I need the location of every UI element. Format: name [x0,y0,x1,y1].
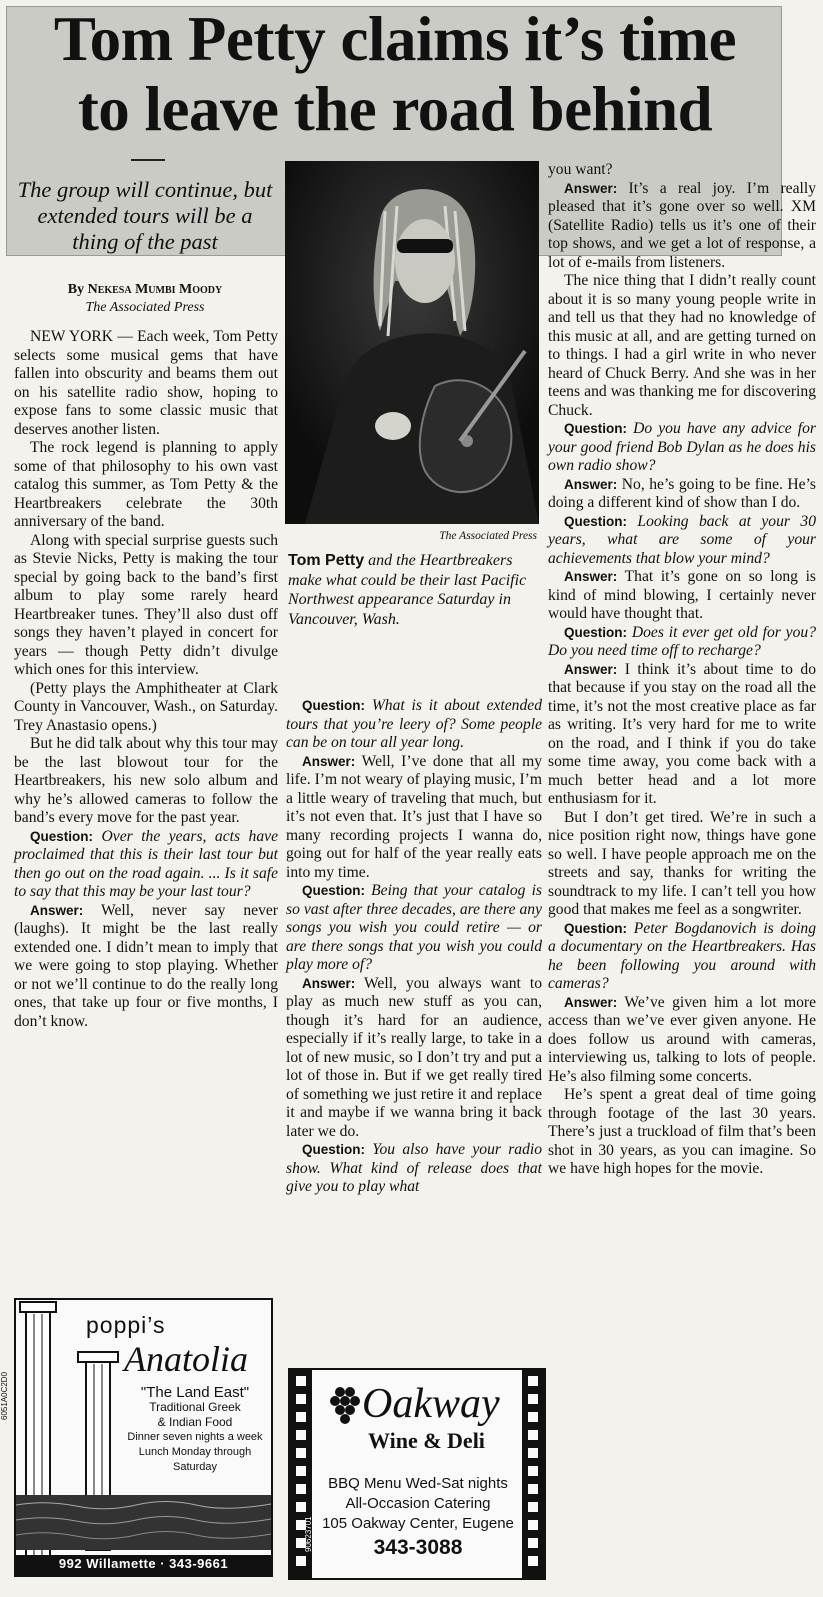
byline-prefix: By [67,282,85,297]
article-column-3 [548,161,816,1179]
ad-brand-top: poppi’s [86,1312,166,1338]
ad-oakway-sub: Wine & Deli [368,1428,485,1453]
answer-label: Answer: [564,569,618,584]
byline-author: Nekesa Mumbi Moody [87,282,223,297]
article-paragraph [14,328,278,439]
ad-line-2: & Indian Food [157,1415,233,1429]
article-paragraph [548,476,816,513]
article-paragraph [14,828,278,902]
ad-line-1: Traditional Greek [149,1400,241,1414]
caption-name: Tom Petty [288,552,365,569]
article-paragraph [286,975,542,1142]
answer-label: Answer: [302,753,356,769]
ad-oakway [288,1368,546,1580]
paragraph-text: Do you have any advice for your good friend Bob Dylan as he does his own radio show? [548,420,816,474]
byline-org: The Associated Press [85,300,205,315]
paragraph-text: The nice thing that I didn’t really count about it is so many young people write in and tell us that they had no knowledge of this music at all, and are getting turned on to things. I had a girl write in who never heard of Chuck Berry. And she was in her teens and was thanking me for discovering Chuck. [548,272,816,419]
article-paragraph [548,661,816,809]
article-paragraph [548,513,816,569]
ad-oakway-brand: Oakway [362,1381,500,1427]
answer-label: Answer: [564,661,618,677]
article-paragraph [14,439,278,532]
ad-brand-main: Anatolia [124,1339,248,1379]
article-paragraph [286,753,542,883]
deck-rule [131,159,165,161]
ad-line-5: Saturday [172,1461,218,1473]
ad-oakway-address: 105 Oakway Center, Eugene [322,1515,514,1532]
ad-oakway-phone: 343-3088 [373,1536,463,1559]
article-paragraph [286,1141,542,1197]
paragraph-text: Well, you always want to play as much new stuff as you can, though it’s hard for an audience, especially if it’s really large, to take in a lot of new music, so I don’t try and put a lot of those in. But if we get really tired of something we just retire it and replace it and maybe if we wanna bring it back later we do. [286,974,542,1140]
paragraph-text: Well, I’ve done that all my life. I’m not weary of playing music, I’m a little weary of traveling that much, but it’s not even that. It’s just that I have so many recording projects I wanna do, going out for half of the year really eats into my time. [286,752,542,881]
paragraph-text: We’ve given him a lot more access than we’ve ever given anyone. He does follow us around with cameras, interviewing us, talking to lots of people. He’s also filming some concerts. [548,993,816,1085]
article-paragraph [548,568,816,624]
question-label: Question: [564,920,627,936]
ad-anatolia-text [120,1385,270,1475]
ad-line-3: Dinner seven nights a week [127,1431,263,1443]
paragraph-text: Being that your catalog is so vast after three decades, are there any songs you wish you could retire — or are there songs that you wish you could play more of? [286,882,542,973]
article-column-2 [286,697,542,1197]
article-paragraph [286,697,542,753]
photo-caption [288,551,538,629]
paragraph-text: He’s spent a great deal of time going through footage of the last 30 years. There’s just a truckload of film that’s been shot in 30 years, as you can imagine. So we have high hopes for the movie. [548,1086,816,1177]
byline [14,281,276,317]
article-paragraph [548,272,816,420]
ad-anatolia-code: 6051A0C2D0 [0,1371,9,1420]
question-label: Question: [564,513,627,529]
article-paragraph [548,994,816,1087]
question-label: Question: [564,624,627,640]
paragraph-text: NEW YORK — Each week, Tom Petty selects some musical gems that have fallen into obscurity and beams them out on his satellite radio show, hoping to expose fans to some classic music that deserves another listen. [14,328,278,438]
paragraph-text: Does it ever get old for you? Do you need time off to recharge? [548,623,816,659]
headline-line-2: to leave the road behind [77,74,713,144]
paragraph-text: You also have your radio show. What kind of release does that give you to play what [286,1141,542,1195]
paragraph-text: No, he’s going to be fine. He’s doing a different kind of show than I do. [548,475,816,511]
ad-tagline: "The Land East" [140,1384,250,1401]
article-paragraph [548,420,816,476]
caption-text: and the Heartbreakers make what could be their last Pacific Northwest appearance Saturday in Vancouver, Wash. [288,552,527,628]
answer-label: Answer: [564,476,618,492]
photo-credit: The Associated Press [439,530,537,542]
paragraph-text: But I don’t get tired. We’re in such a nice position right now, things have gone so well. I have people approach me on the streets and say, thanks for writing the soundtrack to my life. I can’t tell you how good that makes me feel as a songwriter. [548,808,816,918]
paragraph-text: That it’s gone on so long is kind of mind blowing, I certainly never would have thought that. [548,568,816,622]
paragraph-text: I think it’s about time to do that because if you stay on the road all the time, it’s not the most creative place as far as writing. It’s very hard for me to write on the road, and I think if you do take some time away, you come back with a much better head and a lot more enthusiasm for it. [548,660,816,807]
paragraph-text: It’s a real joy. I’m really pleased that it’s gone over so well. XM (Satellite Radio) tells us it’s one of their top shows, and we get a lot of response, a lot of e-mails from listeners. [548,179,816,271]
question-label: Question: [564,421,627,436]
article-paragraph [14,735,278,828]
column-3-continuation: you want? [548,161,613,178]
paragraph-text: What is it about extended tours that you’re leery of? Some people can be on tour all year long. [286,697,542,751]
deck: The group will continue, but extended tours will be a thing of the past [17,177,273,254]
question-label: Question: [302,883,365,898]
paragraph-text: But he did talk about why this tour may be the last blowout tour for the Heartbreakers, his new solo album and why he’s allowed cameras to follow the band’s every move for the past year. [14,735,278,826]
article-paragraph [14,680,278,736]
article-paragraph [548,624,816,661]
question-label: Question: [302,1142,365,1157]
article-paragraph [548,920,816,994]
article-paragraph [14,902,278,1032]
ad-oakway-line-2: All-Occasion Catering [345,1495,491,1512]
paragraph-text: Peter Bogdanovich is doing a documentary on the Heartbreakers. Has he been following you around with cameras? [548,919,816,992]
ad-anatolia-address: 992 Willamette · 343-9661 [58,1556,229,1571]
answer-label: Answer: [564,180,618,196]
question-label: Question: [302,698,365,713]
answer-label: Answer: [302,975,356,991]
article-paragraph [548,1086,816,1179]
article-paragraph [14,532,278,680]
paragraph-text: Along with special surprise guests such as Stevie Nicks, Petty is making the tour special by going back to the band’s first album to play some rarely heard Heartbreaker tunes. They’ll also dust off songs they haven’t played in concert for years — though Petty didn’t divulge which ones for this interview. [14,531,278,678]
article-column-1 [14,328,278,1031]
ad-oakway-text [314,1474,522,1558]
answer-label: Answer: [30,902,84,918]
paragraph-text: Over the years, acts have proclaimed that this is their last tour but then go out on the road again. ... Is it safe to say that this may be your last tour? [14,827,278,900]
ad-oakway-line-1: BBQ Menu Wed-Sat nights [328,1475,508,1492]
article-paragraph [548,180,816,273]
paragraph-text: The rock legend is planning to apply some of that philosophy to his own vast catalog this summer, as Tom Petty & the Heartbreakers celebrate the 30th anniversary of the band. [14,439,278,530]
article-paragraph [548,809,816,920]
ad-poppis-anatolia [0,1298,273,1577]
paragraph-text: Well, never say never (laughs). It might be the last really extended one. I didn’t mean to imply that we were going to stop playing. Whether or not we’ll continue to do the really long ones, that take up four or five months, I don’t know. [14,901,278,1030]
ad-oakway-code: 90623701 [304,1516,313,1552]
headline-line-1: Tom Petty claims it’s time [53,4,737,74]
photo-tom-petty [285,161,539,524]
paragraph-text: (Petty plays the Amphitheater at Clark County in Vancouver, Wash., on Saturday. Trey Anastasio opens.) [14,679,278,734]
paragraph-text: Looking back at your 30 years, what are some of your achievements that blow your mind? [548,512,816,567]
answer-label: Answer: [564,994,618,1010]
article-paragraph [286,882,542,975]
headline [10,4,780,144]
question-label: Question: [30,828,93,844]
ad-line-4: Lunch Monday through [138,1446,252,1458]
